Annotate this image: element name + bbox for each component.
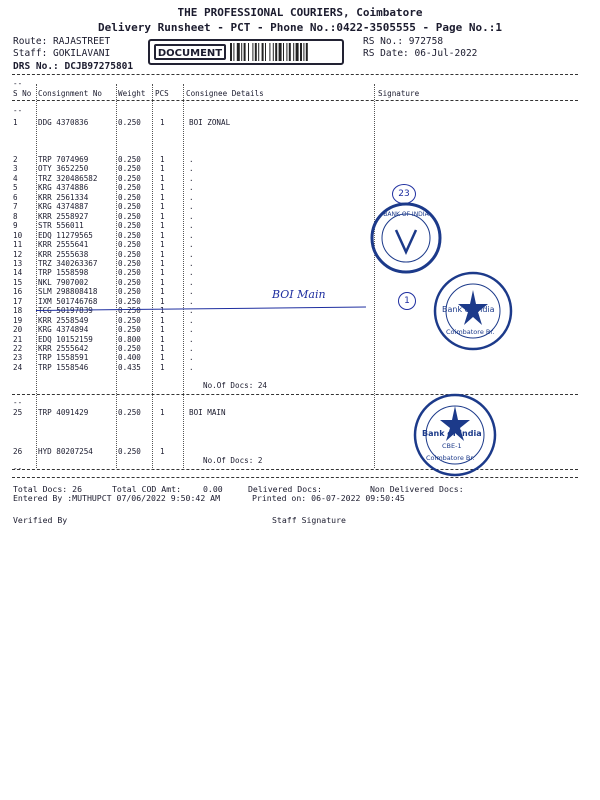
- row-pcs: 1: [160, 258, 165, 268]
- staff-signature: Staff Signature: [272, 515, 346, 525]
- row-consignment: EDQ 10152159: [38, 334, 93, 344]
- table-row: [0, 447, 600, 457]
- col-sno: S No: [13, 89, 32, 98]
- row-sno: 12: [13, 249, 23, 259]
- row-weight: 0.250: [118, 268, 141, 278]
- row-consignment: DDG 4370836: [38, 118, 89, 127]
- row-weight: 0.250: [118, 173, 141, 183]
- row-pcs: 1: [160, 249, 165, 259]
- dash-marker: --: [13, 106, 23, 115]
- row-consignment: KRG 4374887: [38, 202, 89, 212]
- row-consignee: .: [189, 155, 194, 164]
- row-consignee: .: [189, 202, 194, 212]
- document-subtitle: Delivery Runsheet - PCT - Phone No.:0422-3505555 - Page No.:1: [98, 21, 502, 34]
- row-pcs: 1: [160, 287, 165, 297]
- row-consignment: TRP 1558591: [38, 353, 89, 363]
- row-pcs: 1: [160, 118, 165, 127]
- table-row: [0, 408, 600, 418]
- row-consignee: .: [189, 192, 194, 202]
- row-pcs: 1: [160, 240, 165, 250]
- row-weight: 0.250: [118, 164, 141, 174]
- entered-by: Entered By :MUTHUPCT 07/06/2022 9:50:42 AM: [13, 493, 221, 503]
- total-cod-label: Total COD Amt:: [112, 484, 182, 494]
- row-consignment: TCG 50197839: [38, 306, 93, 316]
- row-consignment: TRP 1558598: [38, 268, 89, 278]
- row-consignment: HYD 80207254: [38, 447, 93, 456]
- row-weight: 0.400: [118, 353, 141, 363]
- row-weight: 0.250: [118, 325, 141, 335]
- total-docs: Total Docs: 26: [13, 484, 83, 494]
- row-sno: 14: [13, 268, 23, 278]
- row-sno: 19: [13, 315, 23, 325]
- row-weight: 0.250: [118, 155, 141, 164]
- row-consignment: STR 556011: [38, 221, 84, 231]
- row-consignee: .: [189, 287, 194, 297]
- document-stamp: [148, 39, 344, 65]
- row-consignment: EDQ 11279565: [38, 230, 93, 240]
- col-signature: Signature: [378, 89, 420, 98]
- bank-stamp-1: [432, 270, 514, 352]
- row-consignment: KRR 2558927: [38, 211, 89, 221]
- row-pcs: 1: [160, 173, 165, 183]
- handwritten-note: BOI Main: [272, 288, 326, 301]
- row-sno: 5: [13, 183, 18, 193]
- row-consignee: .: [189, 325, 194, 335]
- row-consignment: OTY 3652250: [38, 164, 89, 174]
- row-weight: 0.250: [118, 211, 141, 221]
- row-consignment: KRR 2558549: [38, 315, 89, 325]
- col-pcs: PCS: [155, 89, 169, 98]
- row-weight: 0.250: [118, 408, 141, 417]
- row-sno: 4: [13, 173, 18, 183]
- row-pcs: 1: [160, 353, 165, 363]
- row-sno: 6: [13, 192, 18, 202]
- dash-marker: --: [13, 79, 23, 88]
- row-sno: 24: [13, 362, 23, 372]
- row-sno: 20: [13, 325, 23, 335]
- row-consignment: TRZ 340263367: [38, 258, 98, 268]
- row-pcs: 1: [160, 315, 165, 325]
- row-weight: 0.250: [118, 447, 141, 456]
- col-weight: Weight: [118, 89, 146, 98]
- row-sno: 15: [13, 277, 23, 287]
- row-pcs: 1: [160, 268, 165, 278]
- printed-on: Printed on: 06-07-2022 09:50:45: [252, 493, 405, 503]
- row-sno: 8: [13, 211, 18, 221]
- row-consignment: TRZ 320486582: [38, 173, 98, 183]
- verified-by: Verified By: [13, 515, 68, 525]
- column-header-row: [0, 89, 600, 99]
- drs-label: DRS No.: DCJB97275801: [13, 61, 134, 72]
- row-consignee: .: [189, 277, 194, 287]
- row-consignee: .: [189, 230, 194, 240]
- row-weight: 0.435: [118, 362, 141, 372]
- delivered-docs: Delivered Docs:: [248, 484, 322, 494]
- row-weight: 0.250: [118, 249, 141, 259]
- document-stamp-label: DOCUMENT: [154, 44, 226, 60]
- row-weight: 0.250: [118, 192, 141, 202]
- row-pcs: 1: [160, 296, 165, 306]
- col-consignee: Consignee Details: [186, 89, 264, 98]
- row-weight: 0.250: [118, 240, 141, 250]
- row-consignment: SLM 298808418: [38, 287, 98, 297]
- row-consignee: .: [189, 344, 194, 353]
- row-sno: 1: [13, 118, 18, 127]
- row-weight: 0.250: [118, 202, 141, 212]
- row-consignee: .: [189, 164, 194, 174]
- row-consignee: .: [189, 258, 194, 268]
- row-sno: 7: [13, 202, 18, 212]
- row-consignment: NKL 7907002: [38, 277, 89, 287]
- table-row: [0, 118, 600, 128]
- stamp-bank-name: Bank of India: [442, 305, 495, 314]
- bank-stamp-2: [412, 392, 498, 478]
- row-sno: 21: [13, 334, 23, 344]
- row-consignee: .: [189, 183, 194, 193]
- row-pcs: 1: [160, 447, 165, 456]
- row-consignee: .: [189, 249, 194, 259]
- group1-count: No.Of Docs: 24: [203, 381, 268, 390]
- circled-23: 23: [392, 184, 416, 204]
- bank-stamp-small: [368, 200, 444, 276]
- group2-count: No.Of Docs: 2: [203, 456, 263, 465]
- divider: [12, 100, 578, 101]
- row-pcs: 1: [160, 211, 165, 221]
- row-consignment: KRR 2561334: [38, 192, 89, 202]
- row-consignee: .: [189, 353, 194, 363]
- row-consignment: TRP 4091429: [38, 408, 89, 417]
- row-pcs: 1: [160, 334, 165, 344]
- row-pcs: 1: [160, 221, 165, 231]
- row-consignee: .: [189, 173, 194, 183]
- row-consignment: KRR 2555641: [38, 240, 89, 250]
- row-consignee: .: [189, 221, 194, 231]
- document-title: THE PROFESSIONAL COURIERS, Coimbatore: [177, 6, 423, 19]
- stamp-branch: Coimbatore Br.: [446, 328, 495, 336]
- row-sno: 10: [13, 230, 23, 240]
- row-pcs: 1: [160, 344, 165, 353]
- row-sno: 13: [13, 258, 23, 268]
- row-consignee: .: [189, 306, 194, 316]
- row-pcs: 1: [160, 202, 165, 212]
- row-weight: 0.250: [118, 183, 141, 193]
- row-consignee: .: [189, 268, 194, 278]
- row-consignment: KRG 4374894: [38, 325, 89, 335]
- rs-number: RS No.: 972758: [363, 36, 444, 47]
- row-sno: 26: [13, 447, 23, 456]
- row-consignment: KRR 2555638: [38, 249, 89, 259]
- row-pcs: 1: [160, 306, 165, 316]
- row-sno: 25: [13, 408, 23, 417]
- row-weight: 0.250: [118, 306, 141, 316]
- row-sno: 11: [13, 240, 23, 250]
- barcode-icon: [230, 43, 340, 61]
- row-consignee: .: [189, 362, 194, 372]
- row-sno: 23: [13, 353, 23, 363]
- row-sno: 9: [13, 221, 18, 231]
- stamp-bank-name: Bank of India: [422, 429, 482, 438]
- row-consignee: .: [189, 334, 194, 344]
- row-consignment: TRP 7074969: [38, 155, 89, 164]
- row-pcs: 1: [160, 183, 165, 193]
- table-row: [0, 363, 600, 373]
- row-weight: 0.250: [118, 258, 141, 268]
- row-sno: 22: [13, 344, 23, 353]
- stamp-branch: Coimbatore Br.: [426, 454, 475, 462]
- row-pcs: 1: [160, 362, 165, 372]
- row-sno: 18: [13, 306, 23, 316]
- row-weight: 0.250: [118, 344, 141, 353]
- row-weight: 0.250: [118, 118, 141, 127]
- row-weight: 0.250: [118, 296, 141, 306]
- row-weight: 0.250: [118, 287, 141, 297]
- row-consignee: .: [189, 240, 194, 250]
- row-pcs: 1: [160, 230, 165, 240]
- col-consignment: Consignment No: [38, 89, 103, 98]
- rs-date: RS Date: 06-Jul-2022: [363, 48, 478, 59]
- row-consignment: IXM 501746768: [38, 296, 98, 306]
- row-weight: 0.250: [118, 221, 141, 231]
- stamp-branch-code: CBE-1: [442, 442, 462, 450]
- row-consignment: KRG 4374886: [38, 183, 89, 193]
- row-sno: 3: [13, 164, 18, 174]
- route-label: Route: RAJASTREET: [13, 36, 111, 47]
- row-weight: 0.800: [118, 334, 141, 344]
- row-consignee: BOI MAIN: [189, 408, 226, 417]
- row-pcs: 1: [160, 408, 165, 417]
- row-pcs: 1: [160, 277, 165, 287]
- row-weight: 0.250: [118, 277, 141, 287]
- row-consignee: .: [189, 211, 194, 221]
- staff-label: Staff: GOKILAVANI: [13, 48, 111, 59]
- non-delivered-docs: Non Delivered Docs:: [370, 484, 464, 494]
- row-consignment: TRP 1558546: [38, 362, 89, 372]
- row-consignee: .: [189, 315, 194, 325]
- total-cod-value: 0.00: [203, 484, 223, 494]
- row-sno: 17: [13, 296, 23, 306]
- row-pcs: 1: [160, 325, 165, 335]
- circled-number: 1: [398, 292, 416, 310]
- dash-marker: --: [13, 398, 23, 407]
- row-weight: 0.250: [118, 315, 141, 325]
- row-consignment: KRR 2555642: [38, 344, 89, 353]
- row-consignee: .: [189, 296, 194, 306]
- row-weight: 0.250: [118, 230, 141, 240]
- row-consignee: BOI ZONAL: [189, 118, 231, 127]
- row-sno: 16: [13, 287, 23, 297]
- row-pcs: 1: [160, 155, 165, 164]
- svg-text:BANK OF INDIA: BANK OF INDIA: [383, 211, 429, 218]
- row-pcs: 1: [160, 164, 165, 174]
- row-pcs: 1: [160, 192, 165, 202]
- row-sno: 2: [13, 155, 18, 164]
- dash-marker: --: [13, 464, 23, 473]
- divider: [12, 74, 578, 75]
